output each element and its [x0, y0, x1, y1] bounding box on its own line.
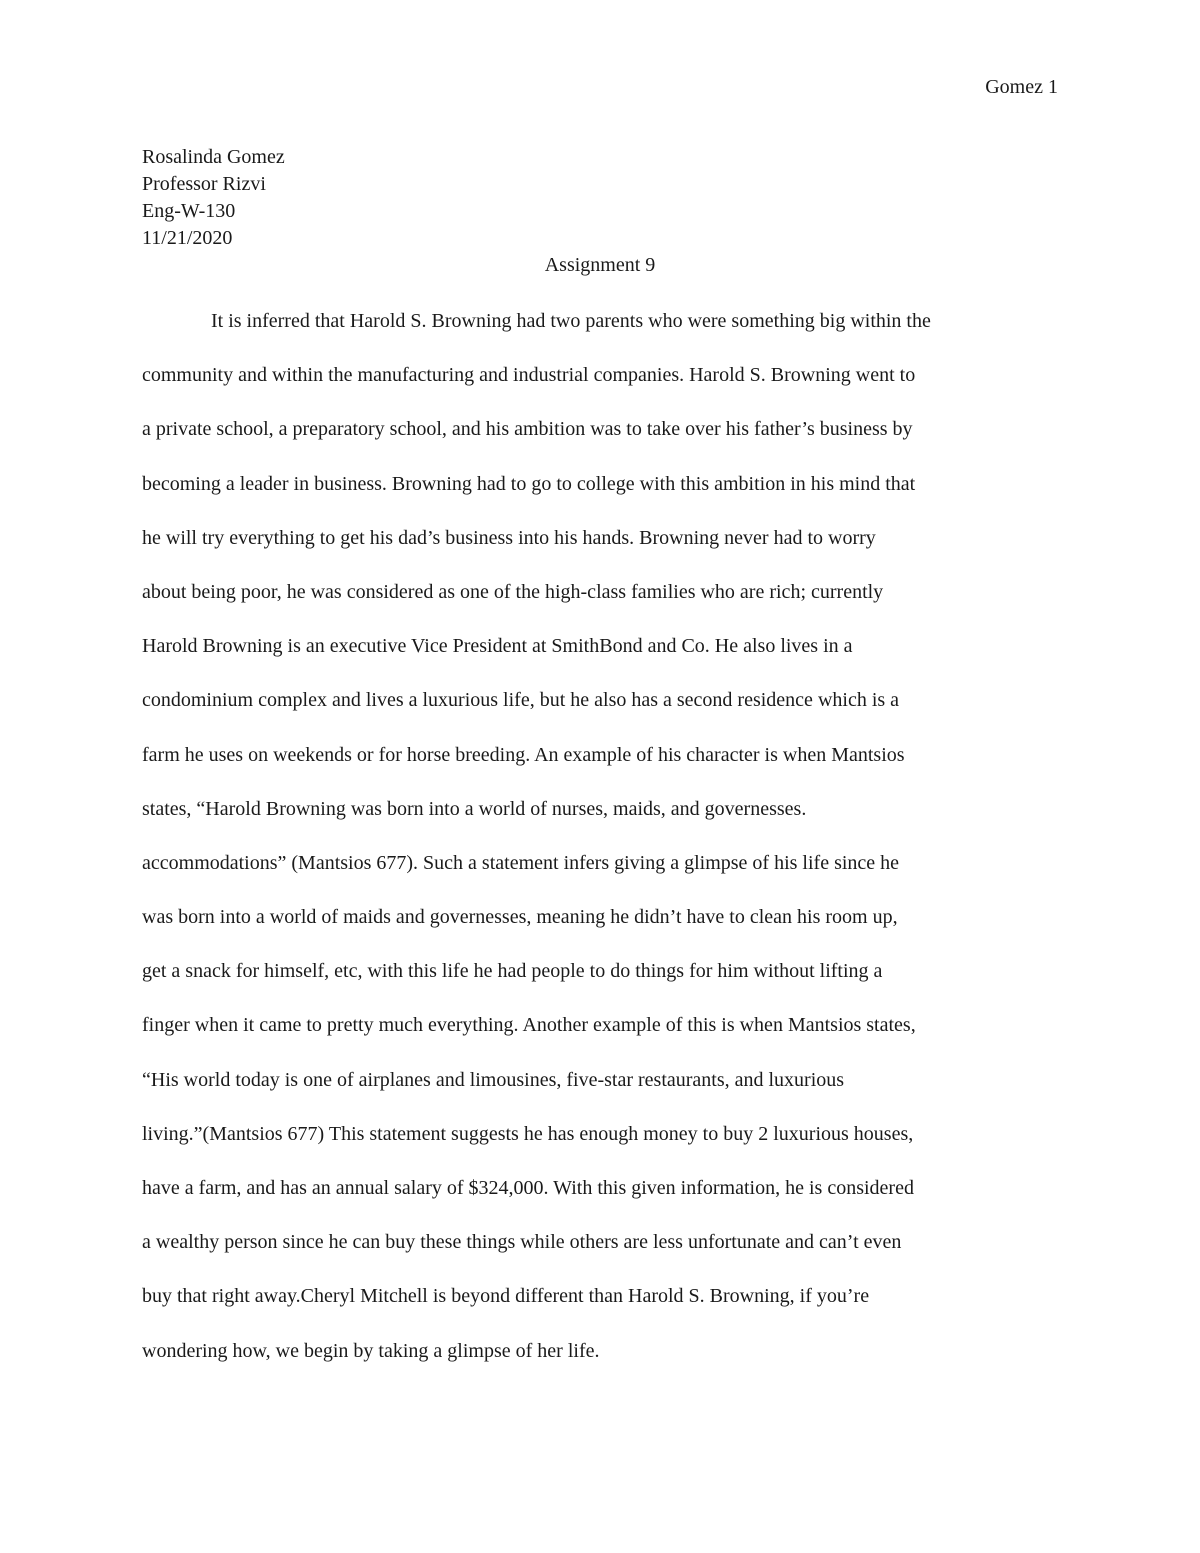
body-line: a wealthy person since he can buy these things while others are less unfortunate and can’t even — [142, 1231, 902, 1254]
body-line: condominium complex and lives a luxurious life, but he also has a second residence which is a — [142, 689, 900, 712]
body-line: wondering how, we begin by taking a glimpse of her life. — [142, 1339, 600, 1362]
author-name: Rosalinda Gomez — [142, 146, 285, 168]
body-line: It is inferred that Harold S. Browning had two parents who were something big within the — [211, 310, 931, 332]
body-line: “His world today is one of airplanes and limousines, five-star restaurants, and luxurious — [142, 1068, 845, 1091]
date: 11/21/2020 — [142, 227, 233, 249]
body-line: living.”(Mantsios 677) This statement suggests he has enough money to buy 2 luxurious houses, — [142, 1122, 914, 1145]
professor-name: Professor Rizvi — [142, 173, 266, 195]
body-line: about being poor, he was considered as one of the high-class families who are rich; currently — [142, 580, 884, 603]
running-head: Gomez 1 — [985, 76, 1058, 98]
body-line: a private school, a preparatory school, and his ambition was to take over his father’s business by — [142, 418, 913, 441]
body-line: accommodations” (Mantsios 677). Such a statement infers giving a glimpse of his life since he — [142, 851, 900, 874]
course-code: Eng-W-130 — [142, 200, 236, 222]
body-line: buy that right away.Cheryl Mitchell is beyond different than Harold S. Browning, if you’re — [142, 1285, 870, 1308]
body-line: states, “Harold Browning was born into a world of nurses, maids, and governesses. — [142, 797, 807, 820]
body-line: community and within the manufacturing and industrial companies. Harold S. Browning went to — [142, 364, 916, 387]
body-line: was born into a world of maids and governesses, meaning he didn’t have to clean his room up, — [142, 906, 898, 929]
mla-heading — [142, 144, 285, 252]
document-title: Assignment 9 — [544, 254, 656, 276]
body-paragraph — [142, 303, 1062, 1387]
body-line: becoming a leader in business. Browning had to go to college with this ambition in his mind that — [142, 472, 916, 495]
body-line: Harold Browning is an executive Vice President at SmithBond and Co. He also lives in a — [142, 635, 853, 658]
body-line: farm he uses on weekends or for horse breeding. An example of his character is when Mantsios — [142, 743, 905, 766]
body-line: he will try everything to get his dad’s business into his hands. Browning never had to worry — [142, 526, 876, 549]
body-line: finger when it came to pretty much everything. Another example of this is when Mantsios states, — [142, 1014, 916, 1037]
body-line: have a farm, and has an annual salary of $324,000. With this given information, he is considered — [142, 1177, 914, 1199]
body-line: get a snack for himself, etc, with this life he had people to do things for him without lifting a — [142, 960, 883, 983]
